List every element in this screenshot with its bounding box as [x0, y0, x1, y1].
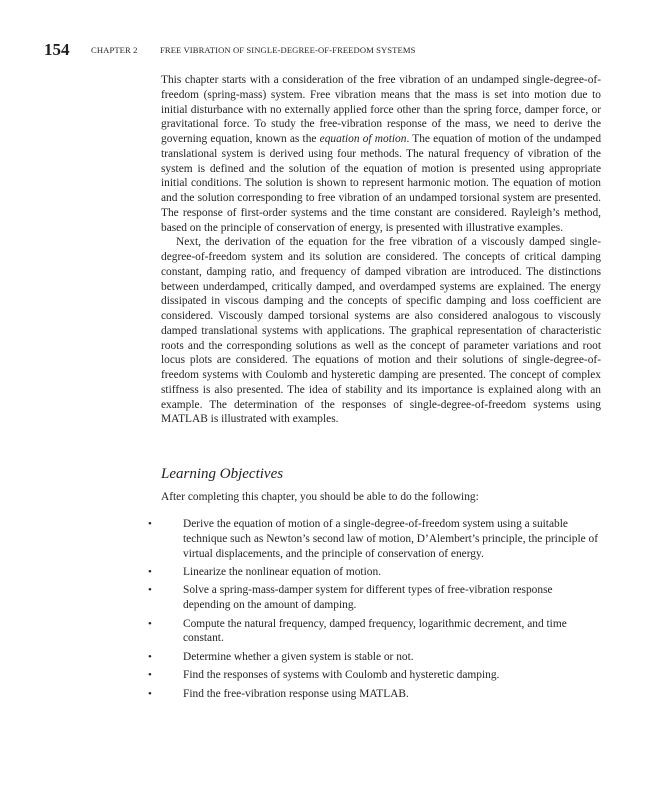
objective-item — [146, 565, 601, 580]
intro-paragraph-1-text-a: This chapter starts with a consideration of the free vibration of an undamped single-degree-of-freedom (spring-mass) system. Free vibration means that the mass is set into motion due to initial disturbance with no externally applied force other than the spring force, damper force, or gravitational force. To study the free-vibration response of the mass, we need to derive the governing equation, known as the — [161, 74, 601, 145]
chapter-introduction — [161, 73, 601, 427]
bullet-icon: • — [148, 650, 152, 663]
chapter-label: CHAPTER 2 — [91, 45, 138, 55]
objective-item — [146, 517, 601, 561]
bullet-icon: • — [148, 518, 152, 530]
objective-text: Find the responses of systems with Coulomb and hysteretic damping. — [183, 669, 500, 682]
objective-item — [146, 668, 601, 683]
objective-text: Linearize the nonlinear equation of motion. — [183, 565, 382, 578]
bullet-icon: • — [148, 687, 152, 700]
objective-item — [146, 617, 601, 647]
learning-objectives-list — [146, 517, 601, 705]
chapter-title: FREE VIBRATION OF SINGLE-DEGREE-OF-FREEDOM SYSTEMS — [160, 45, 416, 55]
objective-item — [146, 687, 601, 702]
bullet-icon: • — [148, 617, 152, 630]
objective-text: Determine whether a given system is stable or not. — [183, 650, 414, 663]
intro-paragraph-1-text-b: . The equation of motion of the undamped translational system is derived using four methods. The natural frequency of vibration of the system is defined and the solution of the equation of motion is presented using appropriate initial conditions. The solution is shown to represent harmonic motion. The equation of motion and the solution corresponding to free vibration of an undamped torsional system are presented. The response of first-order systems and the time constant are considered. Rayleigh’s method, based on the principle of conservation of energy, is presented with illustrative examples. — [161, 133, 602, 234]
running-header — [44, 40, 604, 62]
equation-of-motion-term: equation of motion — [319, 133, 407, 145]
objective-item — [146, 650, 601, 665]
objective-text: Derive the equation of motion of a single-degree-of-freedom system using a suitable technique such as Newton’s second law of motion, D’Alembert’s principle, the principle of virtual displacements, and the principle of conservation of energy. — [183, 518, 599, 560]
objective-text: Compute the natural frequency, damped frequency, logarithmic decrement, and time constant. — [183, 617, 567, 645]
intro-paragraph-2: Next, the derivation of the equation for the free vibration of a viscously damped single-degree-of-freedom system and its solution are considered. The concepts of critical damping constant, damping ratio, and frequency of damped vibration are introduced. The distinctions between underdamped, critically damped, and overdamped systems are explained. The energy dissipated in viscous damping and the concepts of specific damping and loss coefficient are considered. Viscously damped torsional systems are also considered analogous to viscously damped translational systems with applications. The graphical representation of characteristic roots and the corresponding solutions as well as the concept of parameter variations and root locus plots are considered. The equations of motion and their solutions of single-degree-of-freedom systems with Coulomb and hysteretic damping are presented. The concept of complex stiffness is also presented. The idea of stability and its importance is explained along with an example. The determination of the responses of single-degree-of-freedom systems using MATLAB is illustrated with examples. — [161, 236, 601, 426]
objective-text: Solve a spring-mass-damper system for different types of free-vibration response depending on the amount of damping. — [183, 584, 553, 612]
objective-item — [146, 583, 601, 613]
bullet-icon: • — [148, 584, 152, 597]
learning-objectives-heading: Learning Objectives — [161, 466, 284, 482]
learning-objectives-intro: After completing this chapter, you should be able to do the following: — [161, 491, 479, 503]
page-number: 154 — [44, 40, 70, 59]
intro-paragraph-1 — [161, 73, 601, 235]
bullet-icon: • — [148, 669, 152, 682]
objective-text: Find the free-vibration response using MATLAB. — [183, 687, 409, 700]
bullet-icon: • — [148, 565, 152, 578]
